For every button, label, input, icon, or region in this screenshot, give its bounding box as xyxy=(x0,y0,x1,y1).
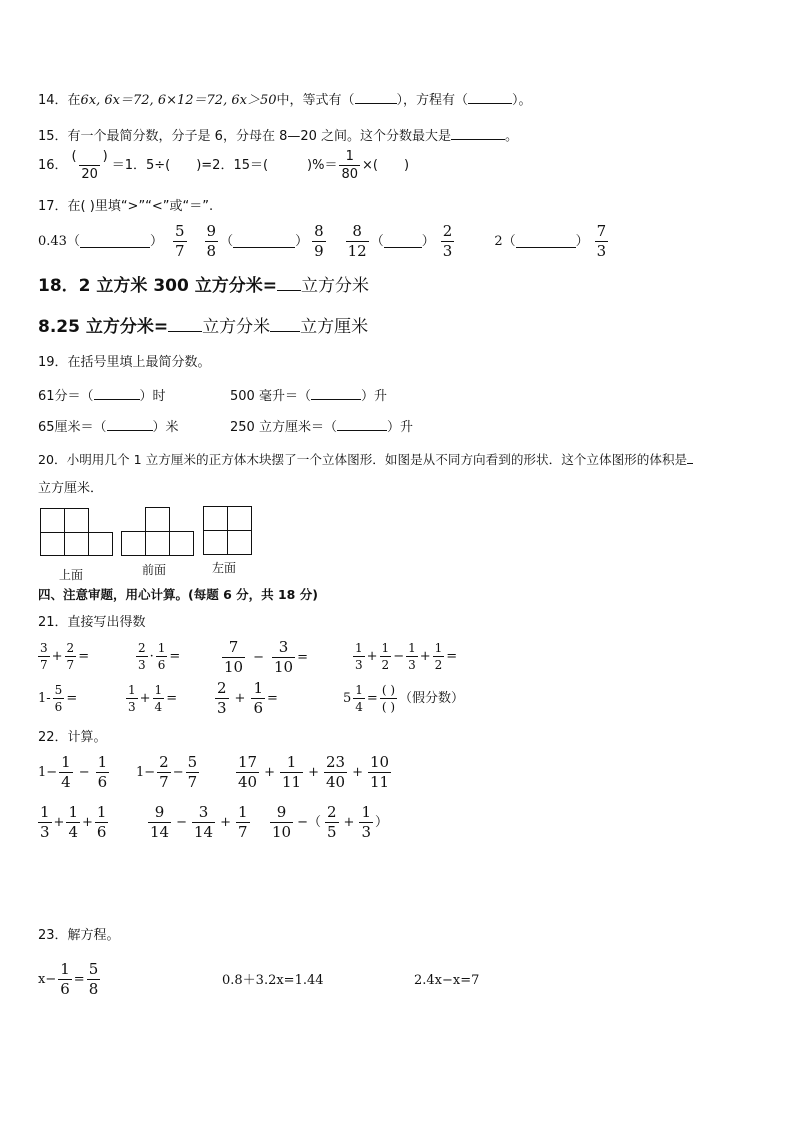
q16-frac-2: $\frac{1}{80}$ xyxy=(341,149,359,182)
q21-p5: 1- $\frac{5}{6}$ = xyxy=(38,683,78,714)
q18-blank-1[interactable] xyxy=(277,276,301,291)
top-view-caption: 上面 xyxy=(59,568,84,582)
q23-title: 23．解方程。 xyxy=(38,928,120,943)
q17-blank-2[interactable] xyxy=(233,235,295,248)
q14-mid: 中，等式有（ xyxy=(276,93,355,108)
q22-e5: $\frac{9}{14}$ − $\frac{3}{14}$ + $\frac{1}{7}$ xyxy=(150,803,248,841)
q14-close1: ），方程有（ xyxy=(396,93,469,108)
top-view-figure xyxy=(40,508,114,556)
q19-blank-4[interactable] xyxy=(337,418,387,431)
q15-end: 。 xyxy=(505,129,519,144)
q21-title: 21．直接写出得数 xyxy=(38,615,146,630)
q17-row: 0.43（ ） $\frac{5}{7}$ $\frac{9}{8}$ （ ） $\frac{8}{9}$ $\frac{8}{12}$ （ ） $\frac{2}{3}$ 2（ ） $\frac{7}{3}$ xyxy=(38,222,607,260)
q16-label: 16． xyxy=(38,158,68,173)
q22-e2: 1− $\frac{2}{7}$ − $\frac{5}{7}$ xyxy=(136,753,198,791)
q18-blank-2[interactable] xyxy=(168,317,202,332)
q19-title: 19．在括号里填上最简分数。 xyxy=(38,355,211,370)
q19-row2a: 65厘米＝（ ）米 xyxy=(38,420,179,435)
q15-text: 15．有一个最简分数，分子是 6，分母在 8—20 之间。这个分数最大是 xyxy=(38,129,452,144)
q17-blank-1[interactable] xyxy=(80,235,150,248)
q21-p8: 5 $\frac{1}{4}$ = $\frac{( )}{( )}$ （假分数） xyxy=(343,683,465,714)
q21-p6: $\frac{1}{3}$ + $\frac{1}{4}$ = xyxy=(128,683,178,714)
q22-e4: $\frac{1}{3}$ + $\frac{1}{4}$ + $\frac{1}{6}$ xyxy=(40,803,107,841)
section4-title: 四、注意审题，用心计算。(每题 6 分，共 18 分) xyxy=(38,587,318,602)
q20-text2: 立方厘米． xyxy=(38,481,104,496)
q19-row2b: 250 立方厘米＝（ ）升 xyxy=(230,420,413,435)
q16-rest2: ×( ) xyxy=(362,158,410,173)
q21-p4: $\frac{1}{3}$ + $\frac{1}{2}$ − $\frac{1}{3}$ + $\frac{1}{2}$ = xyxy=(355,641,458,672)
q17-blank-3[interactable] xyxy=(384,235,422,248)
q20-text: 20．小明用几个 1 立方厘米的正方体木块摆了一个立体图形．如图是从不同方向看到的形状．这个立体图形的体积是 xyxy=(38,451,693,467)
q14-line xyxy=(38,91,532,107)
q18-line2: 8.25 立方分米= 立方分米 立方厘米 xyxy=(38,317,369,337)
q23-eq2: 0.8＋3.2x=1.44 xyxy=(222,973,324,988)
q14-blank-2[interactable] xyxy=(468,91,512,104)
q17-blank-4[interactable] xyxy=(516,235,576,248)
q20-blank[interactable] xyxy=(687,451,693,464)
q21-p3: $\frac{7}{10}$ − $\frac{3}{10}$ = xyxy=(224,638,308,676)
left-view-figure xyxy=(203,506,253,555)
q16-rest1: ＝1．5÷( )=2．15＝( )%＝ xyxy=(111,158,338,173)
left-view-caption: 左面 xyxy=(212,561,237,575)
q21-p7: $\frac{2}{3}$ + $\frac{1}{6}$ = xyxy=(217,679,278,717)
q15-blank[interactable] xyxy=(451,127,505,140)
q17-title: 17．在( )里填“>”“<”或“＝”. xyxy=(38,199,214,214)
q22-e1: 1− $\frac{1}{4}$ − $\frac{1}{6}$ xyxy=(38,753,108,791)
q16-frac-1: $\frac{( )}{20}$ xyxy=(71,149,108,182)
q14-close2: ）。 xyxy=(512,93,532,108)
q19-row1b: 500 毫升＝（ ）升 xyxy=(230,389,387,404)
q14-lead: 14．在 xyxy=(38,93,81,108)
q18-blank-3[interactable] xyxy=(270,317,300,332)
q18-line1: 18．2 立方米 300 立方分米= 立方分米 xyxy=(38,276,369,296)
q23-eq1: x− $\frac{1}{6}$ = $\frac{5}{8}$ xyxy=(38,960,99,998)
q15-line xyxy=(38,127,518,143)
q19-blank-3[interactable] xyxy=(107,418,153,431)
front-view-caption: 前面 xyxy=(142,563,167,577)
q14-blank-1[interactable] xyxy=(355,91,397,104)
q19-row1a: 61分＝（ ）时 xyxy=(38,389,166,404)
q21-p2: $\frac{2}{3}$ · $\frac{1}{6}$ = xyxy=(138,641,181,672)
q22-title: 22．计算。 xyxy=(38,730,107,745)
q22-e3: $\frac{17}{40}$ + $\frac{1}{11}$ + $\frac{23}{40}$ + $\frac{10}{11}$ xyxy=(238,753,390,791)
q21-p1: $\frac{3}{7}$ + $\frac{2}{7}$ = xyxy=(40,641,90,672)
q19-blank-1[interactable] xyxy=(94,387,140,400)
q16-line xyxy=(38,150,409,181)
q23-eq3: 2.4x−x=7 xyxy=(414,973,480,988)
q22-e6: $\frac{9}{10}$ −（ $\frac{2}{5}$ + $\frac{1}{3}$ ） xyxy=(272,803,389,841)
q14-exprs: 6x, 6x＝72, 6×12＝72, 6x＞50 xyxy=(80,93,277,108)
front-view-figure xyxy=(121,507,195,556)
q19-blank-2[interactable] xyxy=(311,387,361,400)
